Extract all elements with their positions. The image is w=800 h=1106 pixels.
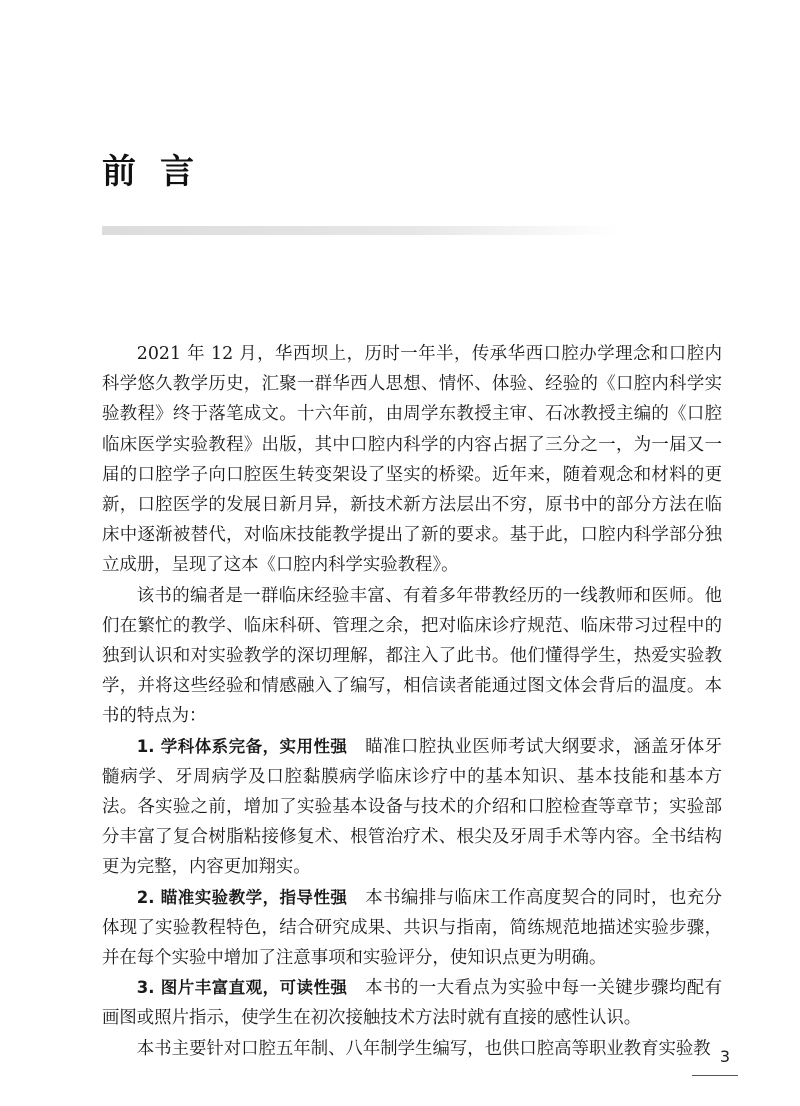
feature-item-1 [102,732,722,883]
feature-item-3 [102,973,722,1033]
paragraph-authors: 该书的编者是一群临床经验丰富、有着多年带教经历的一线教师和医师。他们在繁忙的教学、临床科研、管理之余，把对临床诊疗规范、临床带习过程中的独到认识和对实验教学的深切理解，都注入了此书。他们懂得学生，热爱实验教学，并将这些经验和情感融入了编写，相信读者能通过图文体会背后的温度。本书的特点为： [102,585,722,727]
page-title: 前言 [102,152,218,192]
paragraph-intro: 2021 年 12 月，华西坝上，历时一年半，传承华西口腔办学理念和口腔内科学悠久教学历史，汇聚一群华西人思想、情怀、体验、经验的《口腔内科学实验教程》终于落笔成文。十六年前，由周学东教授主审、石冰教授主编的《口腔临床医学实验教程》出版，其中口腔内科学的内容占据了三分之一，为一届又一届的口腔学子向口腔医生转变架设了坚实的桥梁。近年来，随着观念和材料的更新，口腔医学的发展日新月异，新技术新方法层出不穷，原书中的部分方法在临床中逐渐被替代，对临床技能教学提出了新的要求。基于此，口腔内科学部分独立成册，呈现了这本《口腔内科学实验教程》。 [102,344,722,576]
paragraph-closing: 本书主要针对口腔五年制、八年制学生编写，也供口腔高等职业教育实验教 [136,1038,711,1059]
preface-body [102,339,722,1064]
feature-item-2 [102,883,722,974]
feature-text-3: 本书的一大看点为实验中每一关键步骤均配有画图或照片指示，使学生在初次接触技术方法时就有直接的感性认识。 [102,978,722,1029]
page-number: 3 [719,1047,730,1066]
feature-text-1: 瞄准口腔执业医师考试大纲要求，涵盖牙体牙髓病学、牙周病学及口腔黏膜病学临床诊疗中的基本知识、基本技能和基本方法。各实验之前，增加了实验基本设备与技术的介绍和口腔检查等章节；实验部分丰富了复合树脂粘接修复术、根管治疗术、根尖及牙周手术等内容。全书结构更为完整，内容更加翔实。 [102,736,722,878]
title-divider [102,226,618,235]
feature-title-2: 2. 瞄准实验教学，指导性强 [136,887,348,907]
feature-text-2: 本书编排与临床工作高度契合的同时，也充分体现了实验教程特色，结合研究成果、共识与指南，简练规范地描述实验步骤，并在每个实验中增加了注意事项和实验评分，使知识点更为明确。 [102,887,722,969]
feature-title-3: 3. 图片丰富直观，可读性强 [136,978,348,998]
feature-title-1: 1. 学科体系完备，实用性强 [136,736,348,756]
page-number-rule [692,1075,738,1076]
